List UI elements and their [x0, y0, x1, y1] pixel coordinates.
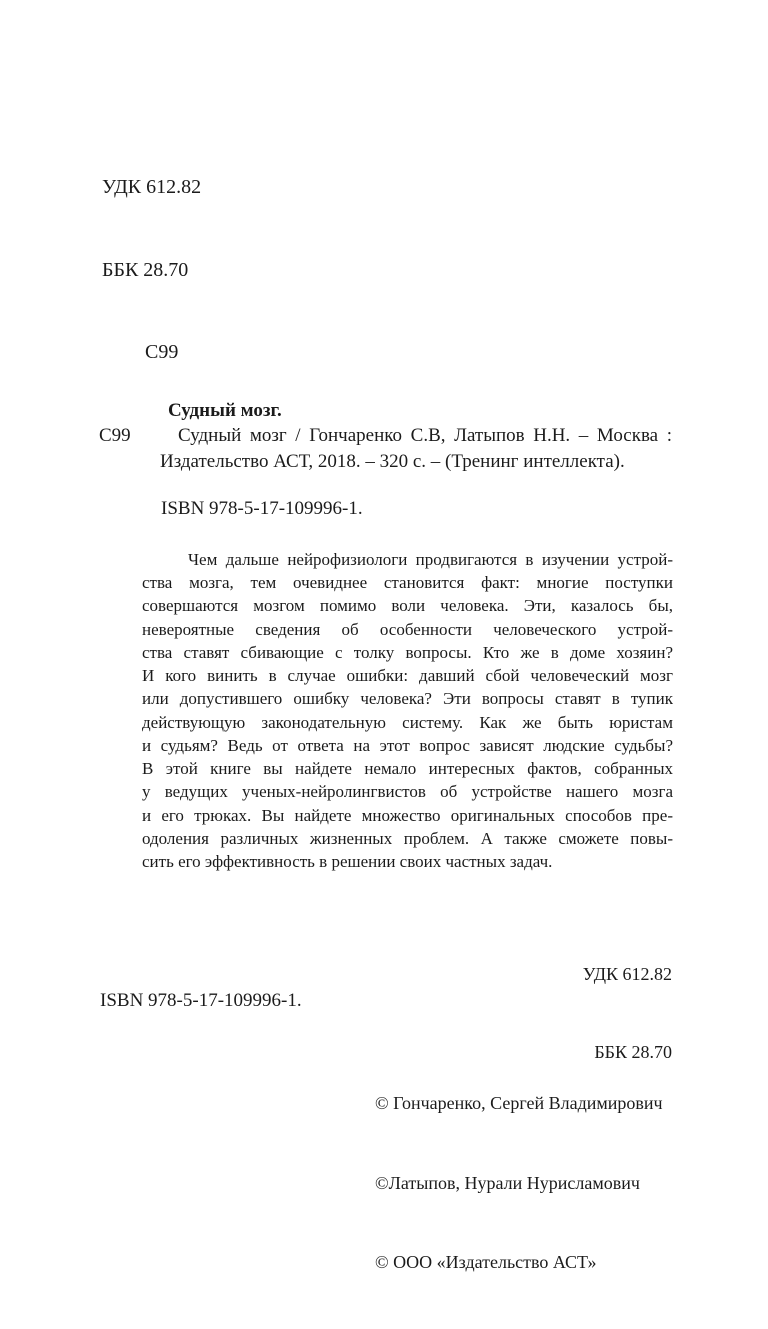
bibliographic-entry-line2: Издательство АСТ, 2018. – 320 с. – (Тренинг интеллекта).: [160, 451, 625, 472]
bbk-code-top: ББК 28.70: [102, 258, 189, 281]
annotation-line: совершаются мозгом помимо воли человека. Эти, казалось бы,: [142, 596, 673, 616]
copyright-block: [375, 1037, 663, 1329]
annotation-line: невероятные сведения об особенности человеческого устрой-: [142, 619, 673, 639]
annotation-line: ства ставят сбивающие с толку вопросы. Кто же в доме хозяин?: [142, 642, 673, 662]
bbk-code-bottom: ББК 28.70: [594, 1042, 672, 1062]
annotation-line: и его трюках. Вы найдете множество оригинальных способов пре-: [142, 805, 673, 825]
annotation-line: И кого винить в случае ошибки: давший сбой человеческий мозг: [142, 666, 673, 686]
udk-code-top: УДК 612.82: [102, 176, 202, 198]
copyright-author1: © Гончаренко, Сергей Владимирович: [375, 1093, 663, 1113]
annotation-line: у ведущих ученых-нейролингвистов об устройстве нашего мозга: [142, 782, 673, 802]
annotation-line: В этой книге вы найдете немало интересных фактов, собранных: [142, 759, 673, 779]
annotation-line: или допустившего ошибку человека? Эти вопросы ставят в тупик: [142, 689, 673, 709]
book-title-bold: Судный мозг.: [168, 400, 282, 421]
udk-code-bottom: УДК 612.82: [582, 964, 672, 984]
annotation-line: действующую законодательную систему. Как же быть юристам: [142, 712, 673, 732]
annotation-line: ства мозга, тем очевиднее становится факт: многие поступки: [142, 573, 673, 593]
copyright-author2: ©Латыпов, Нурали Нурисламович: [375, 1172, 640, 1193]
annotation-line: и судьям? Ведь от ответа на этот вопрос зависят людские судьбы?: [142, 735, 673, 755]
top-classification-codes: [102, 119, 201, 422]
isbn-entry: ISBN 978-5-17-109996-1.: [161, 498, 363, 519]
isbn-bottom: ISBN 978-5-17-109996-1.: [100, 990, 302, 1011]
annotation-line: одоления различных жизненных проблем. А также сможете повы-: [142, 828, 673, 848]
author-sign-code-top: С99: [145, 341, 179, 363]
annotation-paragraph: [142, 548, 673, 873]
annotation-line: сить его эффективность в решении своих частных задач.: [142, 852, 553, 872]
author-sign-code-entry: С99: [99, 425, 131, 446]
copyright-publisher: © ООО «Издательство АСТ»: [375, 1252, 597, 1272]
annotation-line: Чем дальше нейрофизиологи продвигаются в изучении устрой-: [188, 550, 673, 569]
bibliographic-entry-line1: Судный мозг / Гончаренко С.В, Латыпов Н.Н. – Москва :: [178, 425, 672, 446]
